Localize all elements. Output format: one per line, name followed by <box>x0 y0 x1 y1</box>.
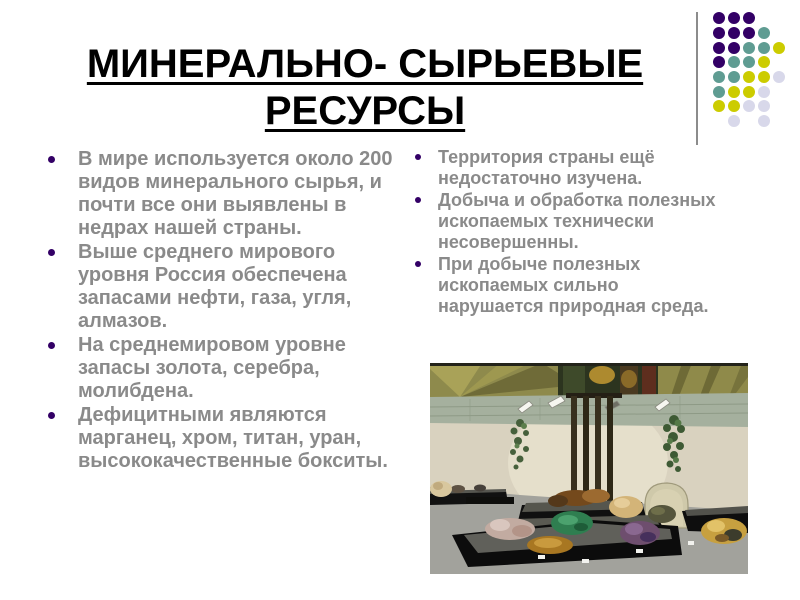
decor-dot <box>773 71 785 83</box>
decor-dot <box>713 42 725 54</box>
bullet-item: В мире используется около 200 видов минерального сырья, и почти все они выявлены в недрах нашей страны. <box>40 148 402 240</box>
decor-dot <box>758 100 770 112</box>
slide-title <box>40 41 690 135</box>
decor-dot <box>743 56 755 68</box>
decor-dot <box>743 71 755 83</box>
mineral-exhibit-illustration <box>430 363 748 574</box>
bullet-item: Добыча и обработка полезных ископаемых технически несовершенны. <box>408 190 726 253</box>
decor-dot <box>713 71 725 83</box>
dots-pattern <box>711 11 786 129</box>
slide-title-line2: РЕСУРСЫ <box>264 88 466 133</box>
decor-dot <box>713 86 725 98</box>
decor-dot <box>713 27 725 39</box>
bullet-item: Дефицитными являются марганец, хром, титан, уран, высококачественные бокситы. <box>40 404 402 473</box>
slide-title-line1: МИНЕРАЛЬНО- СЫРЬЕВЫЕ <box>86 41 644 86</box>
decor-dot <box>758 86 770 98</box>
decor-dot <box>743 100 755 112</box>
decor-dot <box>758 42 770 54</box>
bullet-item: На среднемировом уровне запасы золота, серебра, молибдена. <box>40 334 402 403</box>
right-bullet-list <box>408 147 726 317</box>
left-bullet-column <box>40 148 402 474</box>
decor-dot <box>713 100 725 112</box>
vertical-rule <box>696 12 698 145</box>
right-bullet-column <box>408 147 726 318</box>
bullet-item: Территория страны ещё недостаточно изучена. <box>408 147 726 189</box>
decor-dot <box>743 86 755 98</box>
decor-dot <box>773 42 785 54</box>
bullet-item: Выше среднего мирового уровня Россия обеспечена запасами нефти, газа, угля, алмазов. <box>40 241 402 333</box>
left-bullet-list <box>40 148 402 473</box>
decor-dot <box>728 27 740 39</box>
decor-dot <box>728 115 740 127</box>
decor-dot <box>713 56 725 68</box>
decor-dot <box>713 12 725 24</box>
decor-dot <box>728 12 740 24</box>
decor-dot <box>728 56 740 68</box>
decor-dot <box>728 86 740 98</box>
decor-dot <box>758 27 770 39</box>
bullet-item: При добыче полезных ископаемых сильно нарушается природная среда. <box>408 254 726 317</box>
decor-dot <box>758 71 770 83</box>
decor-dot <box>728 71 740 83</box>
decor-dot <box>743 42 755 54</box>
decor-dot <box>758 115 770 127</box>
decor-dot <box>743 27 755 39</box>
decor-dot <box>743 12 755 24</box>
decor-dot <box>728 42 740 54</box>
decor-dot <box>728 100 740 112</box>
decor-dot <box>758 56 770 68</box>
mineral-exhibit-photo <box>430 363 748 574</box>
